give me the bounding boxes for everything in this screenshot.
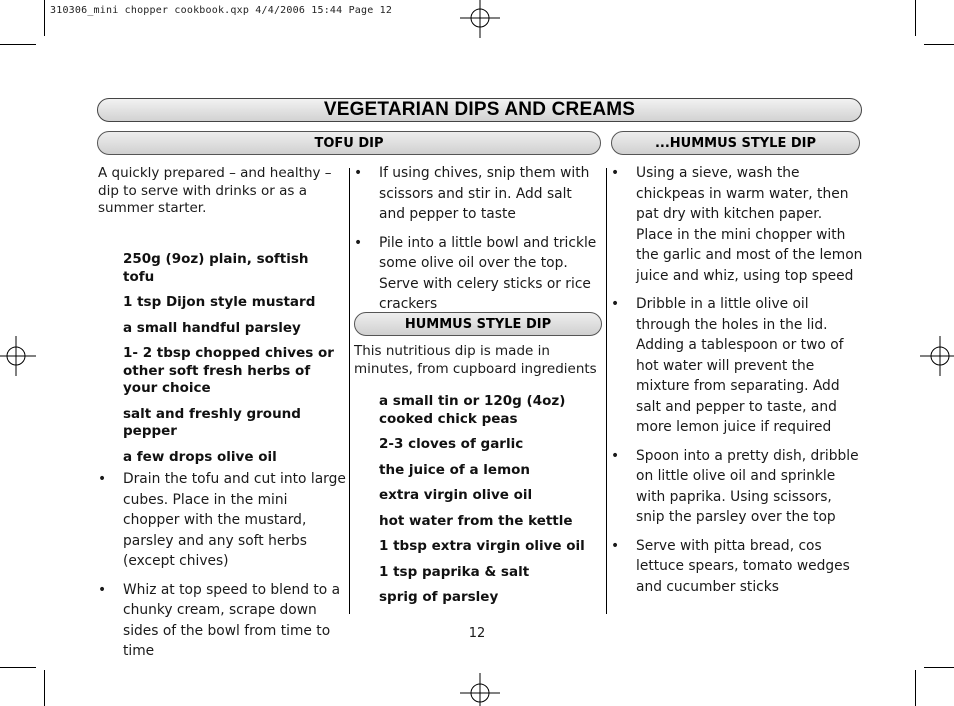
crop-mark <box>915 0 916 36</box>
method-step: • Whiz at top speed to blend to a chunky cream, scrape down sides of the bowl from time to time <box>98 580 346 662</box>
registration-mark-icon <box>0 336 36 376</box>
ingredient-item: extra virgin olive oil <box>379 487 533 503</box>
registration-mark-icon <box>460 0 500 38</box>
ingredient-item: 1 tsp paprika & salt <box>379 563 530 580</box>
crop-mark <box>924 667 954 668</box>
method-step: • Dribble in a little olive oil through the holes in the lid. Adding a tablespoon or two of hot water will prevent the mixture from separating. Add salt and pepper to taste, and more lemon juice if required <box>611 294 863 438</box>
tofu-intro: A quickly prepared – and healthy – dip to serve with drinks or as a summer starter. <box>98 165 332 216</box>
ingredient-item: a small handful parsley <box>123 319 301 336</box>
registration-mark-icon <box>460 673 500 706</box>
page-number: 12 <box>468 626 486 641</box>
ingredient-item: salt and freshly ground pepper <box>123 405 301 439</box>
hummus-ingredients <box>379 393 599 615</box>
ingredient-item: 1- 2 tbsp chopped chives or other soft fresh herbs of your choice <box>123 345 334 396</box>
ingredient-item: hot water from the kettle <box>379 512 573 529</box>
column-divider <box>349 168 350 614</box>
title-banner <box>97 98 862 122</box>
ingredient-item: 1 tbsp extra virgin olive oil <box>379 538 585 554</box>
page-title: VEGETARIAN DIPS AND CREAMS <box>323 99 636 120</box>
ingredient-item: a few drops olive oil <box>123 448 277 465</box>
crop-mark <box>0 44 36 45</box>
tofu-ingredients <box>123 251 338 474</box>
method-step: • Pile into a little bowl and trickle some olive oil over the top. Serve with celery sticks or rice crackers <box>354 233 602 315</box>
method-step: • If using chives, snip them with scissors and stir in. Add salt and pepper to taste <box>354 163 602 225</box>
tofu-method-list-continued <box>354 163 602 323</box>
crop-mark <box>915 670 916 706</box>
method-step: • Spoon into a pretty dish, dribble on little olive oil and sprinkle with paprika. Using scissors, snip the parsley over the top <box>611 446 863 528</box>
method-step: • Drain the tofu and cut into large cubes. Place in the mini chopper with the mustard, parsley and any soft herbs (except chives) <box>98 469 346 572</box>
hummus-dip-heading: HUMMUS STYLE DIP <box>354 312 602 336</box>
method-step: • Using a sieve, wash the chickpeas in warm water, then pat dry with kitchen paper. Place in the mini chopper with the garlic and most of the lemon juice and whiz, using top speed <box>611 163 863 286</box>
crop-mark <box>0 667 36 668</box>
hummus-continued-heading: ...HUMMUS STYLE DIP <box>611 131 860 155</box>
registration-mark-icon <box>920 336 954 376</box>
hummus-method-list <box>611 163 863 605</box>
crop-mark <box>44 0 45 36</box>
ingredient-item: the juice of a lemon <box>379 461 531 478</box>
hummus-intro: This nutritious dip is made in minutes, from cupboard ingredients <box>354 343 597 377</box>
ingredient-item: 2-3 cloves of garlic <box>379 436 524 452</box>
method-step: • Serve with pitta bread, cos lettuce spears, tomato wedges and cucumber sticks <box>611 536 863 598</box>
column-divider <box>606 168 607 614</box>
ingredient-item: a small tin or 120g (4oz) cooked chick peas <box>379 393 566 427</box>
crop-mark <box>924 44 954 45</box>
print-slug: 310306_mini chopper cookbook.qxp 4/4/2006 15:44 Page 12 <box>50 5 393 16</box>
ingredient-item: 250g (9oz) plain, softish tofu <box>123 251 309 285</box>
ingredient-item: sprig of parsley <box>379 589 499 605</box>
crop-mark <box>44 670 45 706</box>
tofu-dip-heading: TOFU DIP <box>97 131 601 155</box>
ingredient-item: 1 tsp Dijon style mustard <box>123 294 316 310</box>
